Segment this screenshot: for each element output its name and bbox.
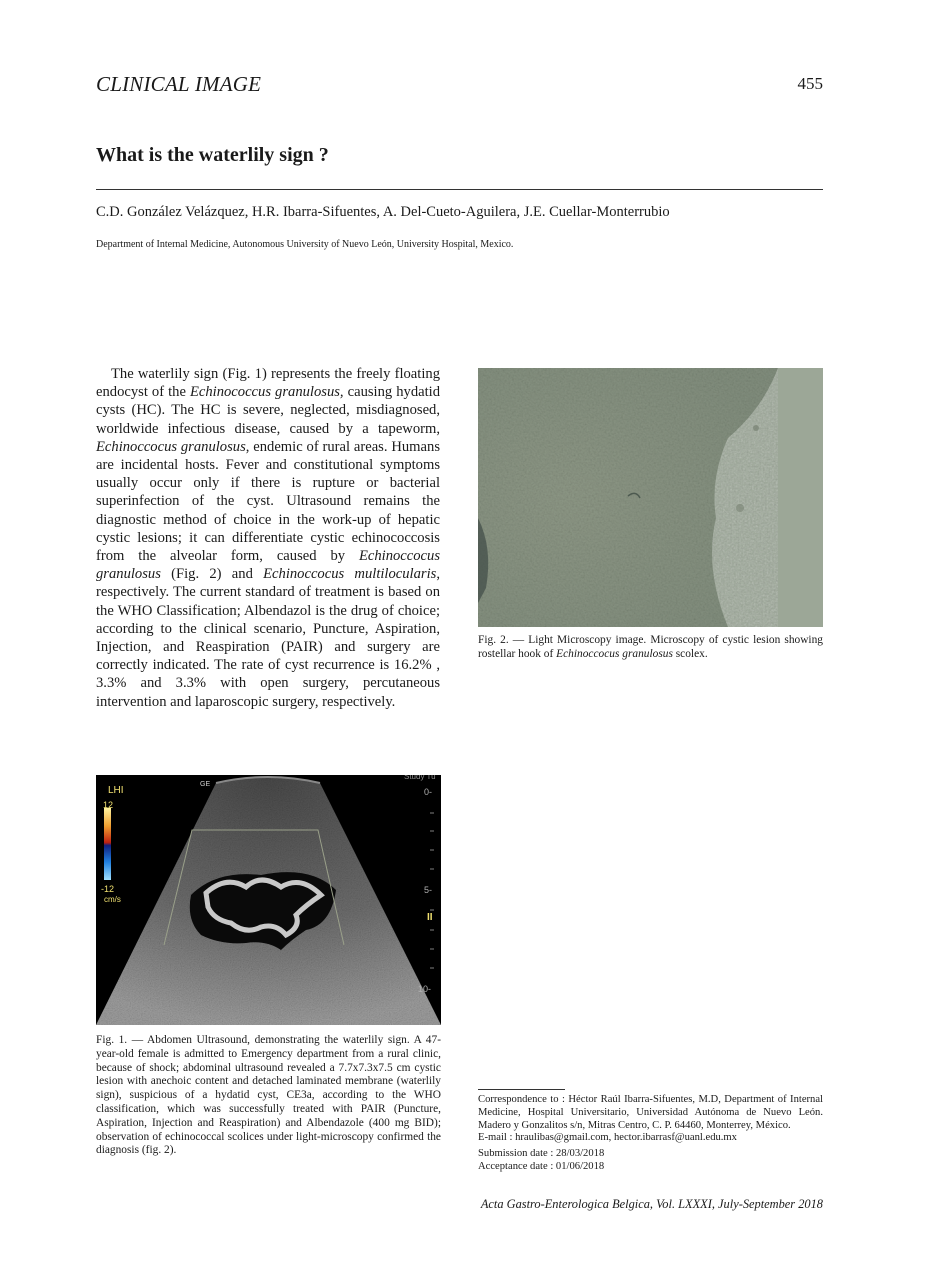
microscopy-image <box>478 368 823 627</box>
depth-10: 10- <box>418 984 432 994</box>
correspondence-address: , Hospital Universitario, Universidad Autónoma de Nuevo León. Madero y Gonzalitos s/n, Mitras Centro, C. P. 64460, Monterrey, México. <box>478 1106 823 1131</box>
body-text-3: , endemic of rural areas. Humans are incidental hosts. Fever and constitutional symptoms usually occur only if there is rupture or bacterial superinfection of the cyst. Ultrasound remains the diagnostic method of choice in the work-up of hepatic cystic lesions; it can differentiate cystic echinococcosis from the alveolar form, caused by <box>96 438 440 565</box>
species-name: Echinoccocus multilocularis <box>263 566 437 583</box>
depth-0: 0- <box>424 787 433 797</box>
logo-text: GE <box>200 781 211 788</box>
ultrasound-image <box>96 775 441 1025</box>
journal-footer: Acta Gastro-Enterologica Belgica, Vol. LXXXI, July-September 2018 <box>480 1197 823 1211</box>
figure2-caption <box>478 634 823 661</box>
species-name: Echinoccocus granulosus <box>96 548 440 583</box>
body-text-4: (Fig. 2) and <box>160 566 264 583</box>
correspondence-email: E-mail : hraulibas@gmail.com, hector.ibarrasf@uanl.edu.mx <box>478 1132 737 1144</box>
article-title: What is the waterlily sign ? <box>96 144 329 166</box>
body-paragraph <box>96 365 440 711</box>
caption-text: Fig. 2. — Light Microscopy image. Microscopy of cystic lesion showing rostellar hook of <box>478 634 823 660</box>
affiliation: Department of Internal Medicine, Autonomous University of Nuevo León, University Hospital, Mexico. <box>96 239 514 250</box>
body-text-1: The waterlily sign (Fig. 1) represents the freely floating endocyst of the <box>96 366 440 401</box>
submission-date: Submission date : 28/03/2018 <box>478 1148 605 1159</box>
correspondence-text: Correspondence to : Héctor Raúl Ibarra-Sifuentes, M.D, Department of Internal Medicine <box>478 1094 823 1118</box>
author-list: C.D. González Velázquez, H.R. Ibarra-Sifuentes, A. Del-Cueto-Aguilera, J.E. Cuellar-Monterrubio <box>96 204 670 220</box>
scale-unit: cm/s <box>104 895 121 904</box>
caption-text: scolex. <box>672 647 708 660</box>
footnote-rule <box>478 1089 565 1090</box>
body-text-2: causing hydatid cysts (HC). The HC is severe, neglected, misdiagnosed, worldwide infectious disease, caused by a tapeworm, <box>96 384 440 437</box>
section-heading: CLINICAL IMAGE <box>96 72 262 96</box>
acceptance-date: Acceptance date : 01/06/2018 <box>478 1160 605 1172</box>
title-rule <box>96 189 823 190</box>
overlay-mode: LHI <box>108 785 124 796</box>
article-dates <box>478 1148 604 1174</box>
figure1-caption: Fig. 1. — Abdomen Ultrasound, demonstrating the waterlily sign. A 47-year-old female is admitted to Emergency department from a rural clinic, because of shock; abdominal ultrasound revealed a 7.7x7.3x7.5 cm cystic lesion with anechoic content and detached laminated membrane (waterlily sign), suspicious of a hydatid cyst, CE3a, according to the WHO classification, which was successfully treated with PAIR (Puncture, Aspiration, Injection and Reaspiration) and Albendazole (400 mg BID); observation of echinococcal scolices under light-microscopy confirmed the diagnosis (fig. 2). <box>96 1034 441 1157</box>
page-number: 455 <box>797 74 823 93</box>
species-name: Echinococcus granulosus, <box>189 384 344 401</box>
body-text-5: , respectively. The current standard of treatment is based on the WHO Classification; Albendazol is the drug of choice; according to the clinical scenario, Puncture, Aspiration, Injection, and Reaspiration (PAIR) and surgery are correctly indicated. The rate of cyst recurrence is 16.2% , 3.3% and 3.3% with open surgery, percutaneous intervention and laparoscopic surgery, respectively. <box>96 566 440 710</box>
species-name: Echinoccocus granulosus <box>96 438 246 455</box>
depth-5: 5- <box>424 885 433 895</box>
scale-bottom: -12 <box>101 884 115 894</box>
focus-marker: II <box>427 912 433 923</box>
scale-top: 12 <box>103 800 114 810</box>
species-name: Echinoccocus granulosus <box>556 647 673 660</box>
correspondence <box>478 1094 823 1145</box>
study-label: Study Tu <box>404 775 436 781</box>
